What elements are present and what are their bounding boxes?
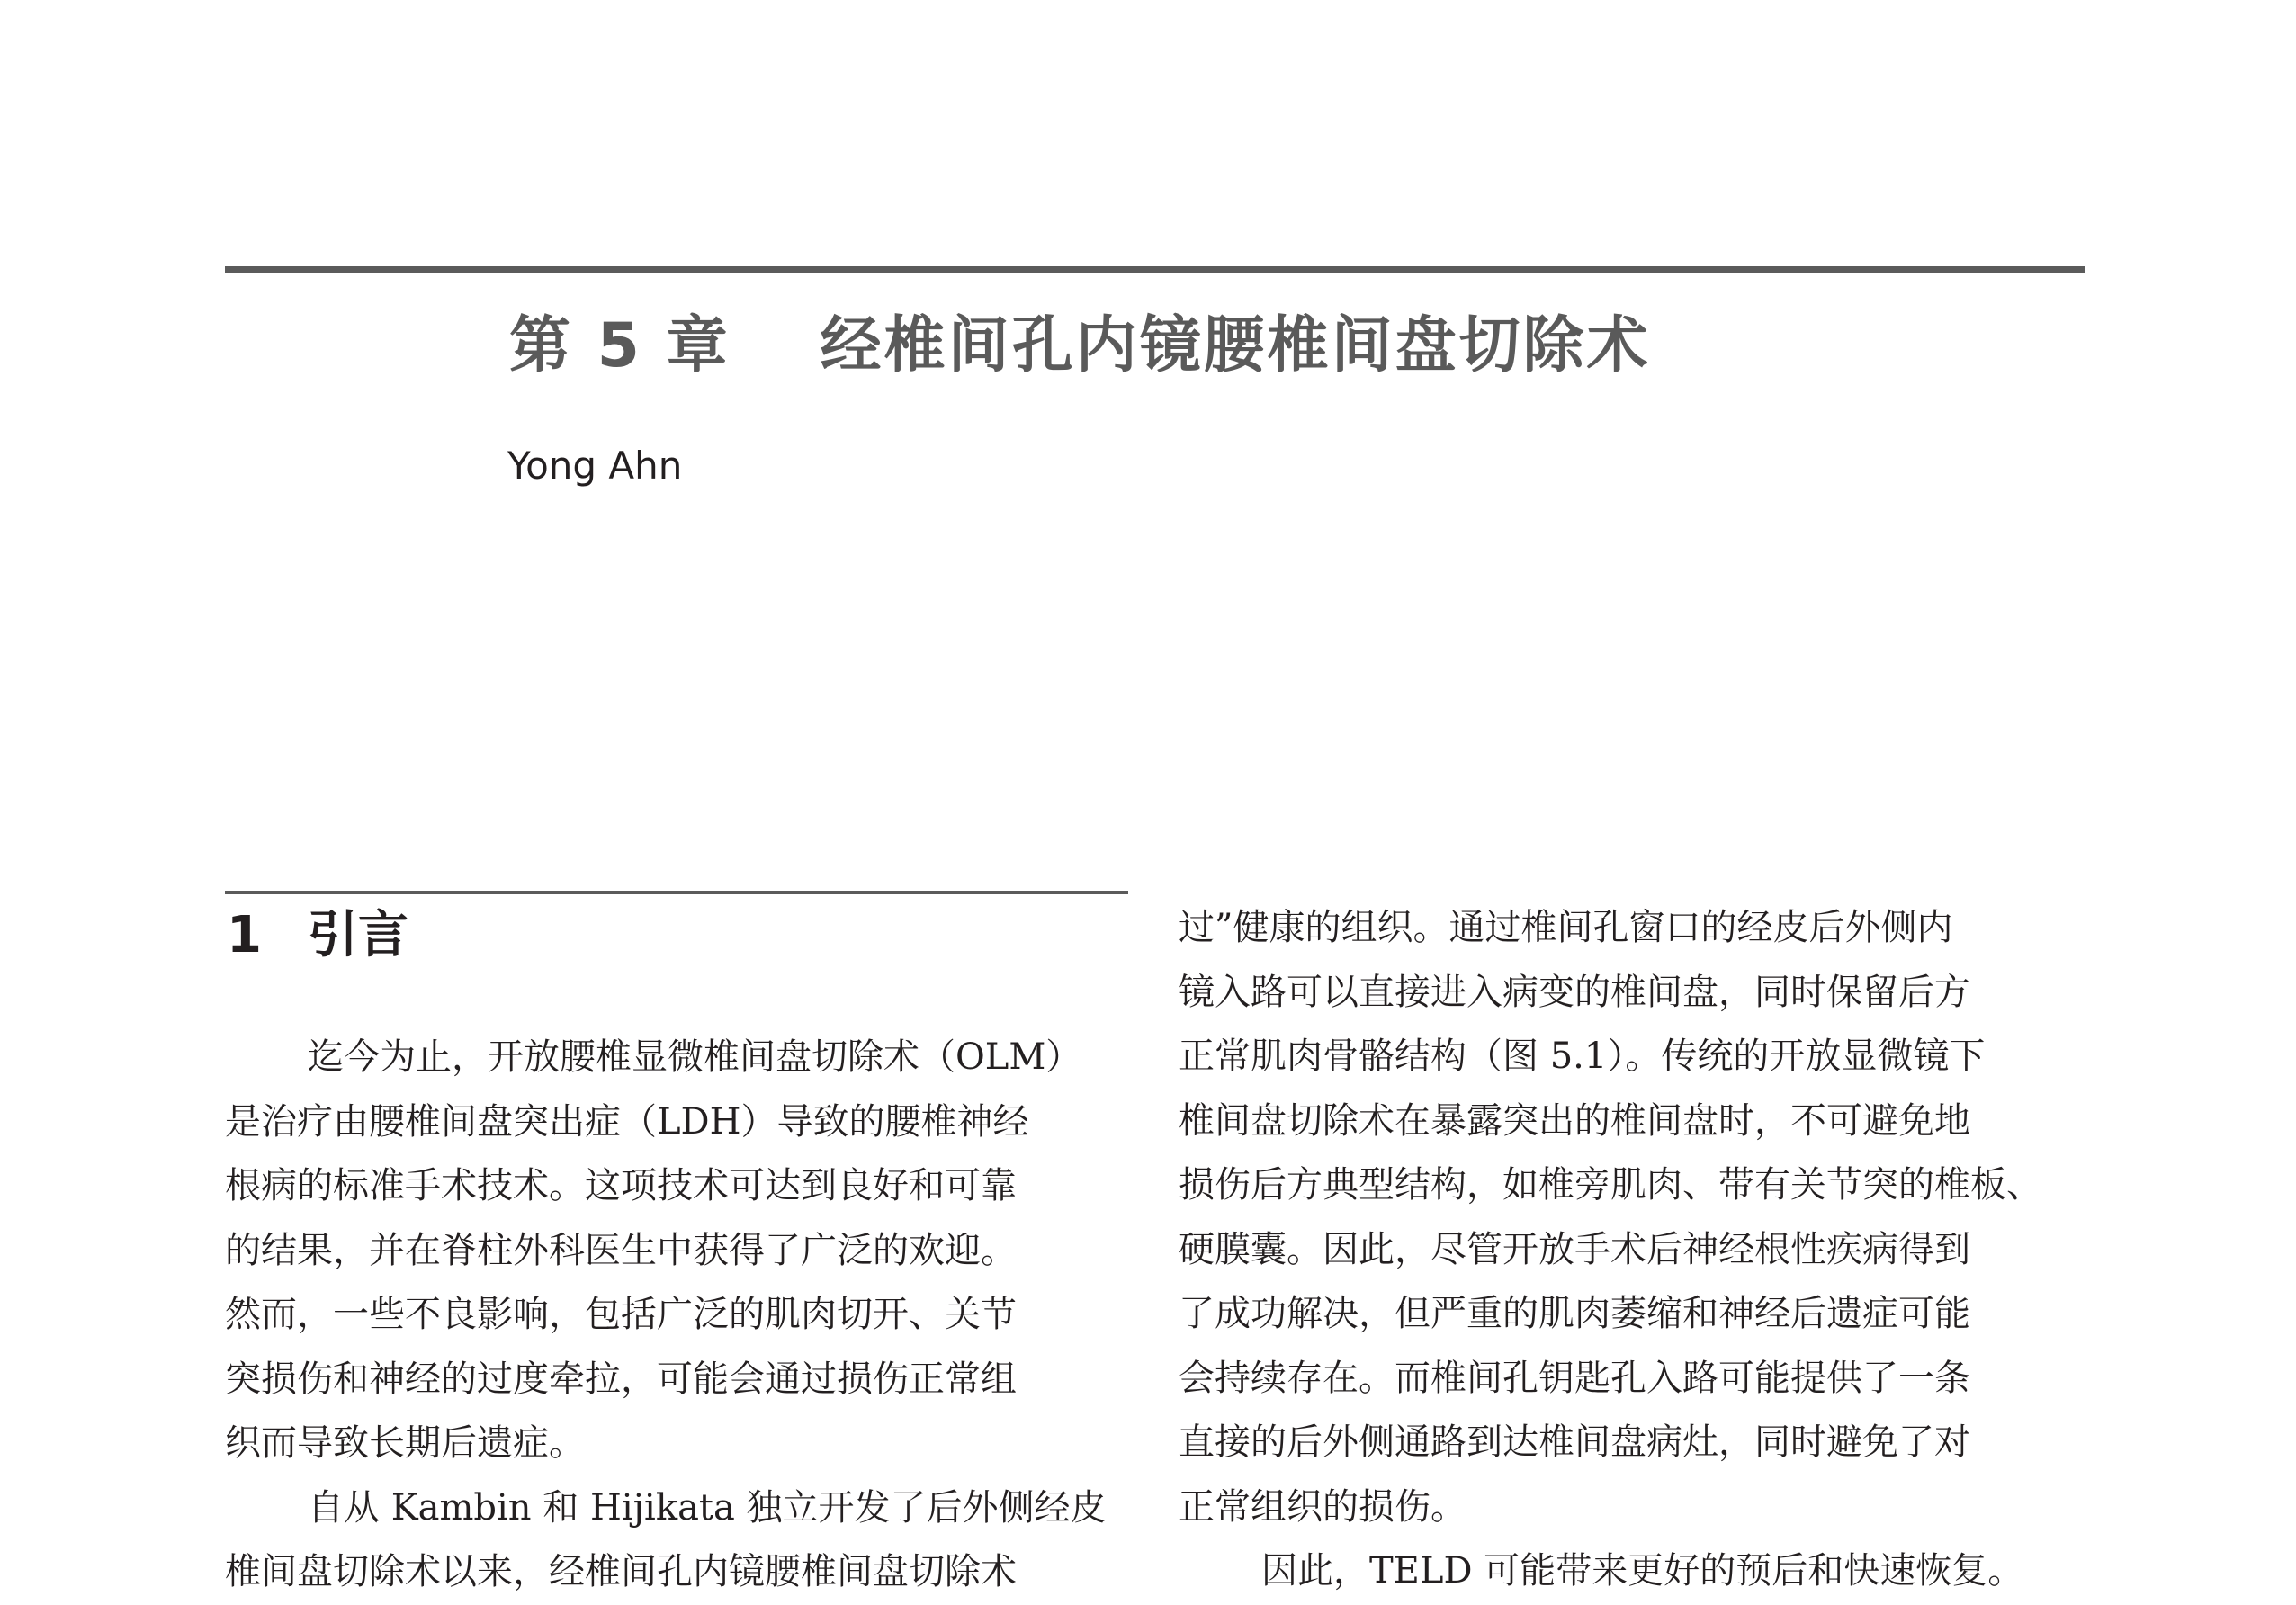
paragraph-line: 椎间盘切除术以来，经椎间孔内镜腰椎间盘切除术	[225, 1551, 1017, 1592]
paragraph-line: 迄今为止，开放腰椎显微椎间盘切除术（OLM）	[308, 1036, 1082, 1078]
section-rule	[225, 891, 1128, 894]
section-number: 1	[227, 906, 262, 964]
chapter-top-rule	[225, 266, 2085, 273]
paragraph-line: 是治疗由腰椎间盘突出症（LDH）导致的腰椎神经	[225, 1100, 1029, 1143]
paragraph-line: 根病的标准手术技术。这项技术可达到良好和可靠	[225, 1165, 1017, 1206]
paragraph-line: 的结果，并在脊柱外科医生中获得了广泛的欢迎。	[225, 1229, 1017, 1271]
paragraph-line: 椎间盘切除术在暴露突出的椎间盘时，不可避免地	[1179, 1099, 1970, 1142]
paragraph-line: 会持续存在。而椎间孔钥匙孔入路可能提供了一条	[1179, 1357, 1970, 1399]
paragraph-line: 因此，TELD 可能带来更好的预后和快速恢复。	[1261, 1550, 2024, 1592]
paragraph-line: 正常肌肉骨骼结构（图 5.1）。传统的开放显微镜下	[1179, 1036, 1986, 1077]
paragraph-line: 损伤后方典型结构，如椎旁肌肉、带有关节突的椎板、	[1179, 1164, 2042, 1206]
paragraph-line: 自从 Kambin 和 Hijikata 独立开发了后外侧经皮	[308, 1486, 1107, 1529]
paragraph-line: 镜入路可以直接进入病变的椎间盘，同时保留后方	[1179, 971, 1970, 1013]
left-text-column	[225, 1026, 1128, 1605]
chapter-title	[509, 306, 1651, 387]
section-heading	[227, 901, 408, 970]
paragraph-line: 织而导致长期后遗症。	[225, 1422, 585, 1464]
chapter-author: Yong Ahn	[507, 444, 683, 488]
paragraph-line: 正常组织的损伤。	[1179, 1485, 1466, 1528]
paragraph-line: 了成功解决，但严重的肌肉萎缩和神经后遗症可能	[1179, 1293, 1970, 1334]
paragraph-line: 直接的后外侧通路到达椎间盘病灶，同时避免了对	[1179, 1421, 1970, 1463]
section-title: 引言	[308, 906, 408, 964]
paragraph-line: 硬膜囊。因此，尽管开放手术后神经根性疾病得到	[1179, 1228, 1970, 1270]
chapter-title-text: 经椎间孔内镜腰椎间盘切除术	[820, 310, 1651, 381]
paragraph-line: 突损伤和神经的过度牵拉，可能会通过损伤正常组	[225, 1358, 1017, 1400]
right-text-column	[1179, 896, 2085, 1604]
paragraph-line: 然而，一些不良影响，包括广泛的肌肉切开、关节	[225, 1294, 1017, 1335]
paragraph-line: 过”健康的组织。通过椎间孔窗口的经皮后外侧内	[1179, 907, 1953, 948]
chapter-number: 第 5 章	[509, 310, 731, 381]
